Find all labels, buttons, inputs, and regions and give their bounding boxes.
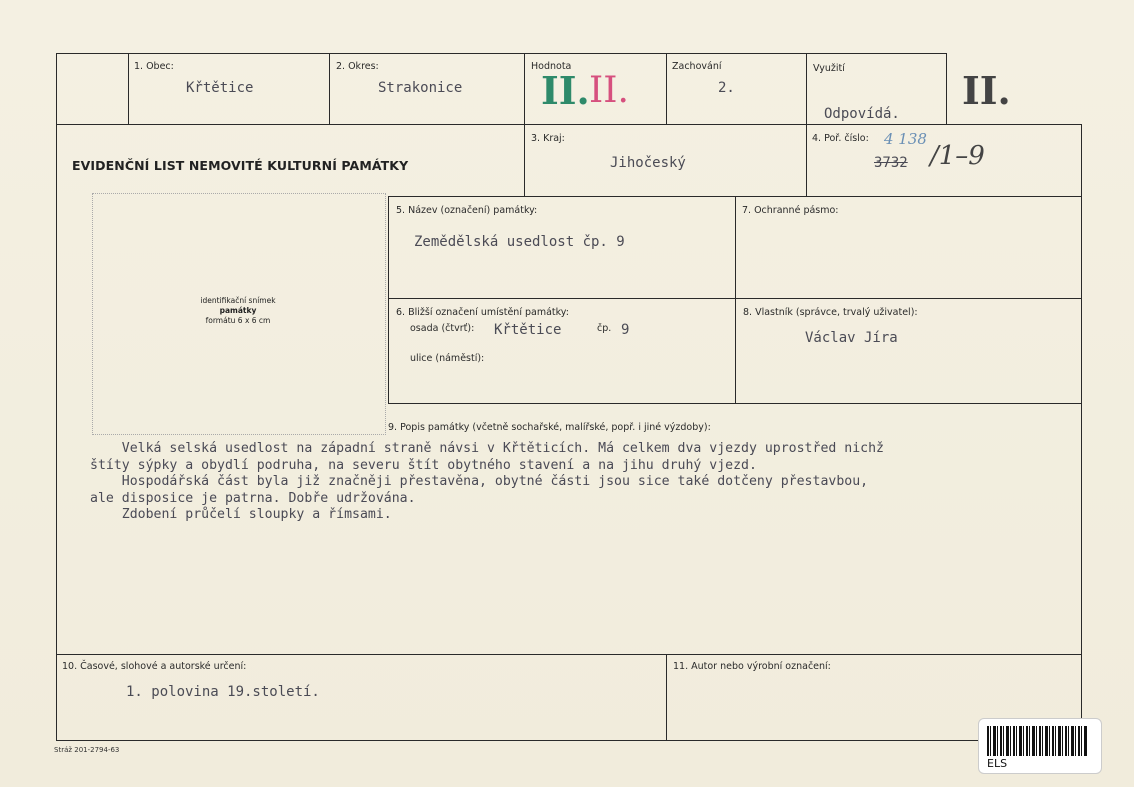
rule-bottom-split bbox=[666, 654, 667, 740]
umisteni-label: 6. Bližší označení umístění památky: bbox=[396, 307, 569, 318]
vyuziti-mark: II. bbox=[962, 68, 1011, 113]
photo-caption-line1: identifikační snímek bbox=[200, 296, 276, 305]
barcode-icon bbox=[987, 726, 1087, 756]
nazev-value: Zemědělská usedlost čp. 9 bbox=[414, 234, 625, 250]
rule-c3 bbox=[524, 53, 525, 196]
osada-value: Křtětice bbox=[494, 322, 562, 338]
popis-label: 9. Popis památky (včetně sochařské, malířské, popř. i jiné výzdoby): bbox=[388, 422, 711, 433]
por-cislo-suffix: /1–9 bbox=[930, 141, 985, 171]
print-code: Stráž 201-2794-63 bbox=[54, 746, 120, 754]
zachovani-value: 2. bbox=[718, 80, 735, 96]
nazev-label: 5. Název (označení) památky: bbox=[396, 205, 538, 216]
ochranne-pasmo-label: 7. Ochranné pásmo: bbox=[742, 205, 839, 216]
document-title: EVIDENČNÍ LIST NEMOVITÉ KULTURNÍ PAMÁTKY bbox=[72, 158, 409, 173]
ulice-label: ulice (náměstí): bbox=[410, 353, 485, 364]
rule-bottom bbox=[56, 740, 1082, 741]
zachovani-label: Zachování bbox=[672, 61, 722, 72]
cp-label: čp. bbox=[597, 323, 612, 334]
photo-caption bbox=[92, 296, 384, 326]
photo-caption-line2: památky bbox=[219, 306, 257, 315]
popis-text: Velká selská usedlost na západní straně návsi v Křtěticích. Má celkem dva vjezdy uprostřed nichž štíty sýpky a obydlí podruha, na severu štít obytného stavení a na jihu druhý vjezd. Hospodářská část byla již značněji přestavěna, obytné části jsou sice také dotčeny přestavbou, ale disposice je patrna. Dobře udržována. Zdobení průčelí sloupky a římsami. bbox=[90, 441, 884, 522]
cp-value: 9 bbox=[621, 322, 630, 338]
rule-left bbox=[56, 53, 57, 740]
barcode-sticker bbox=[978, 718, 1102, 774]
rule-right bbox=[1081, 124, 1082, 740]
okres-value: Strakonice bbox=[378, 80, 463, 96]
rule-top bbox=[56, 53, 946, 54]
urceni-label: 10. Časové, slohové a autorské určení: bbox=[62, 661, 247, 672]
por-cislo-handwritten: 4 138 bbox=[884, 130, 927, 148]
por-cislo-typed: 3732 bbox=[874, 155, 908, 171]
rule-c5 bbox=[806, 53, 807, 196]
hodnota-pink-mark: II. bbox=[589, 70, 629, 111]
por-cislo-label: 4. Poř. číslo: bbox=[812, 133, 869, 144]
rule-right-top bbox=[807, 196, 1082, 197]
vlastnik-label: 8. Vlastník (správce, trvalý uživatel): bbox=[743, 307, 918, 318]
rule-row1 bbox=[56, 124, 1082, 125]
obec-label: 1. Obec: bbox=[134, 61, 174, 72]
rule-c4 bbox=[666, 53, 667, 124]
hodnota-label: Hodnota bbox=[531, 61, 572, 72]
rule-c2 bbox=[329, 53, 330, 124]
vlastnik-value: Václav Jíra bbox=[805, 330, 898, 346]
rule-c1 bbox=[128, 53, 129, 124]
kraj-label: 3. Kraj: bbox=[531, 133, 565, 144]
photo-caption-line3: formátu 6 x 6 cm bbox=[205, 316, 271, 325]
rule-nazev-left bbox=[388, 196, 389, 403]
vyuziti-value: Odpovídá. bbox=[824, 106, 900, 122]
rule-right-top bbox=[946, 53, 947, 124]
rule-mid-bottom bbox=[388, 403, 1082, 404]
autor-label: 11. Autor nebo výrobní označení: bbox=[673, 661, 831, 672]
rule-nazev-right bbox=[735, 196, 736, 403]
barcode-label: ELS bbox=[987, 757, 1008, 770]
rule-bottom-upper bbox=[56, 654, 1082, 655]
rule-mid-top bbox=[388, 196, 808, 197]
obec-value: Křtětice bbox=[186, 80, 254, 96]
hodnota-green-mark: II. bbox=[541, 68, 590, 113]
okres-label: 2. Okres: bbox=[336, 61, 379, 72]
vyuziti-label: Využití bbox=[813, 63, 845, 74]
kraj-value: Jihočeský bbox=[610, 155, 686, 171]
urceni-value: 1. polovina 19.století. bbox=[126, 684, 320, 700]
osada-label: osada (čtvrť): bbox=[410, 323, 475, 334]
